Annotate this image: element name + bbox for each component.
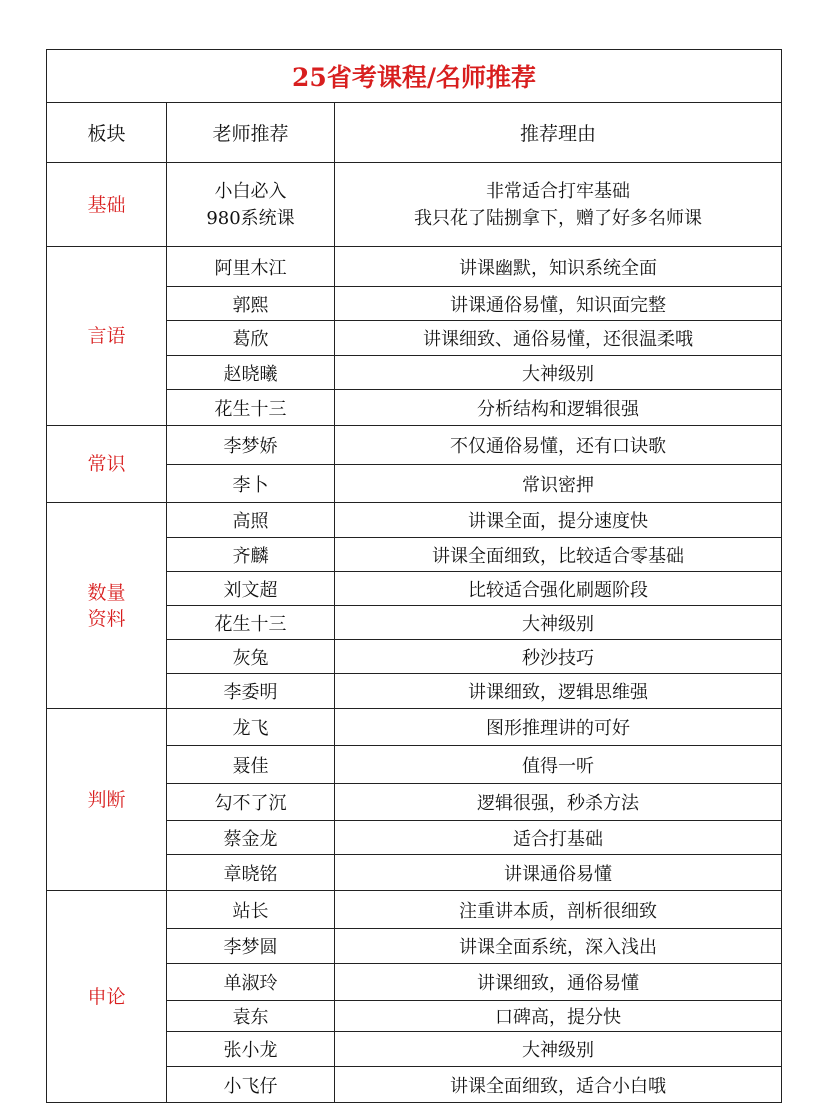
teacher-line: 小白必入 [214, 180, 287, 202]
table-row [47, 503, 782, 538]
section-label-line: 资料 [87, 607, 126, 630]
recommendation-reason: 讲课通俗易懂，知识面完整 [335, 287, 782, 321]
teacher-name: 李卜 [167, 465, 335, 503]
recommendation-reason: 讲课幽默，知识系统全面 [335, 247, 782, 287]
teacher-name: 灰兔 [167, 640, 335, 674]
teacher-name: 李梦圆 [167, 929, 335, 964]
teacher-name: 花生十三 [167, 606, 335, 640]
reason-cell-basic [335, 163, 782, 247]
teacher-name: 齐麟 [167, 538, 335, 572]
table-row [47, 247, 782, 287]
recommendation-reason: 讲课细致，逻辑思维强 [335, 674, 782, 709]
section-label-basic: 基础 [47, 163, 167, 247]
section-label [47, 709, 167, 891]
teacher-name: 袁东 [167, 1001, 335, 1032]
recommendation-reason: 值得一听 [335, 746, 782, 784]
section-label-line: 申论 [87, 985, 126, 1008]
teacher-name: 勾不了沉 [167, 784, 335, 821]
recommendation-reason: 讲课通俗易懂 [335, 855, 782, 891]
table-row [47, 426, 782, 465]
recommendation-reason: 讲课细致，通俗易懂 [335, 964, 782, 1001]
recommendation-reason: 讲课全面细致，适合小白哦 [335, 1067, 782, 1103]
recommendation-reason: 秒沙技巧 [335, 640, 782, 674]
table-row [47, 709, 782, 746]
header-section: 板块 [47, 103, 167, 163]
table-row [47, 891, 782, 929]
section-label [47, 247, 167, 426]
table-body [47, 163, 782, 1103]
recommendation-reason: 不仅通俗易懂，还有口诀歌 [335, 426, 782, 465]
reason-line: 我只花了陆捌拿下，赠了好多名师课 [414, 207, 702, 229]
recommendation-reason: 适合打基础 [335, 821, 782, 855]
table-row-basic [47, 163, 782, 247]
section-label-line: 常识 [87, 453, 126, 475]
recommendation-reason: 注重讲本质，剖析很细致 [335, 891, 782, 929]
teacher-name: 葛欣 [167, 321, 335, 356]
recommendation-reason: 分析结构和逻辑很强 [335, 390, 782, 426]
recommendation-reason: 大神级别 [335, 606, 782, 640]
recommendation-reason: 图形推理讲的可好 [335, 709, 782, 746]
recommendation-table [46, 49, 782, 1103]
teacher-name: 花生十三 [167, 390, 335, 426]
recommendation-reason: 讲课全面细致，比较适合零基础 [335, 538, 782, 572]
teacher-line: 980系统课 [206, 207, 295, 229]
section-label-line: 判断 [87, 788, 126, 811]
recommendation-reason: 常识密押 [335, 465, 782, 503]
reason-line: 非常适合打牢基础 [486, 180, 630, 202]
section-label-line: 数量 [87, 581, 126, 604]
section-label-line: 言语 [87, 325, 126, 347]
recommendation-reason: 大神级别 [335, 1032, 782, 1067]
teacher-cell-basic [167, 163, 335, 247]
teacher-name: 阿里木江 [167, 247, 335, 287]
teacher-name: 站长 [167, 891, 335, 929]
teacher-name: 小飞仔 [167, 1067, 335, 1103]
recommendation-reason: 比较适合强化刷题阶段 [335, 572, 782, 606]
teacher-name: 聂佳 [167, 746, 335, 784]
teacher-name: 刘文超 [167, 572, 335, 606]
recommendation-sheet [46, 49, 781, 1103]
teacher-name: 单淑玲 [167, 964, 335, 1001]
section-label [47, 503, 167, 709]
teacher-name: 郭熙 [167, 287, 335, 321]
teacher-name: 蔡金龙 [167, 821, 335, 855]
recommendation-reason: 大神级别 [335, 356, 782, 390]
teacher-name: 李委明 [167, 674, 335, 709]
recommendation-reason: 讲课全面，提分速度快 [335, 503, 782, 538]
header-reason: 推荐理由 [335, 103, 782, 163]
table-title: 25省考课程/名师推荐 [47, 50, 782, 103]
recommendation-reason: 讲课细致、通俗易懂，还很温柔哦 [335, 321, 782, 356]
section-label [47, 891, 167, 1103]
recommendation-reason: 逻辑很强，秒杀方法 [335, 784, 782, 821]
recommendation-reason: 口碑高，提分快 [335, 1001, 782, 1032]
teacher-name: 李梦娇 [167, 426, 335, 465]
teacher-name: 高照 [167, 503, 335, 538]
section-label [47, 426, 167, 503]
recommendation-reason: 讲课全面系统，深入浅出 [335, 929, 782, 964]
teacher-name: 张小龙 [167, 1032, 335, 1067]
teacher-name: 赵晓曦 [167, 356, 335, 390]
header-teacher: 老师推荐 [167, 103, 335, 163]
teacher-name: 龙飞 [167, 709, 335, 746]
teacher-name: 章晓铭 [167, 855, 335, 891]
